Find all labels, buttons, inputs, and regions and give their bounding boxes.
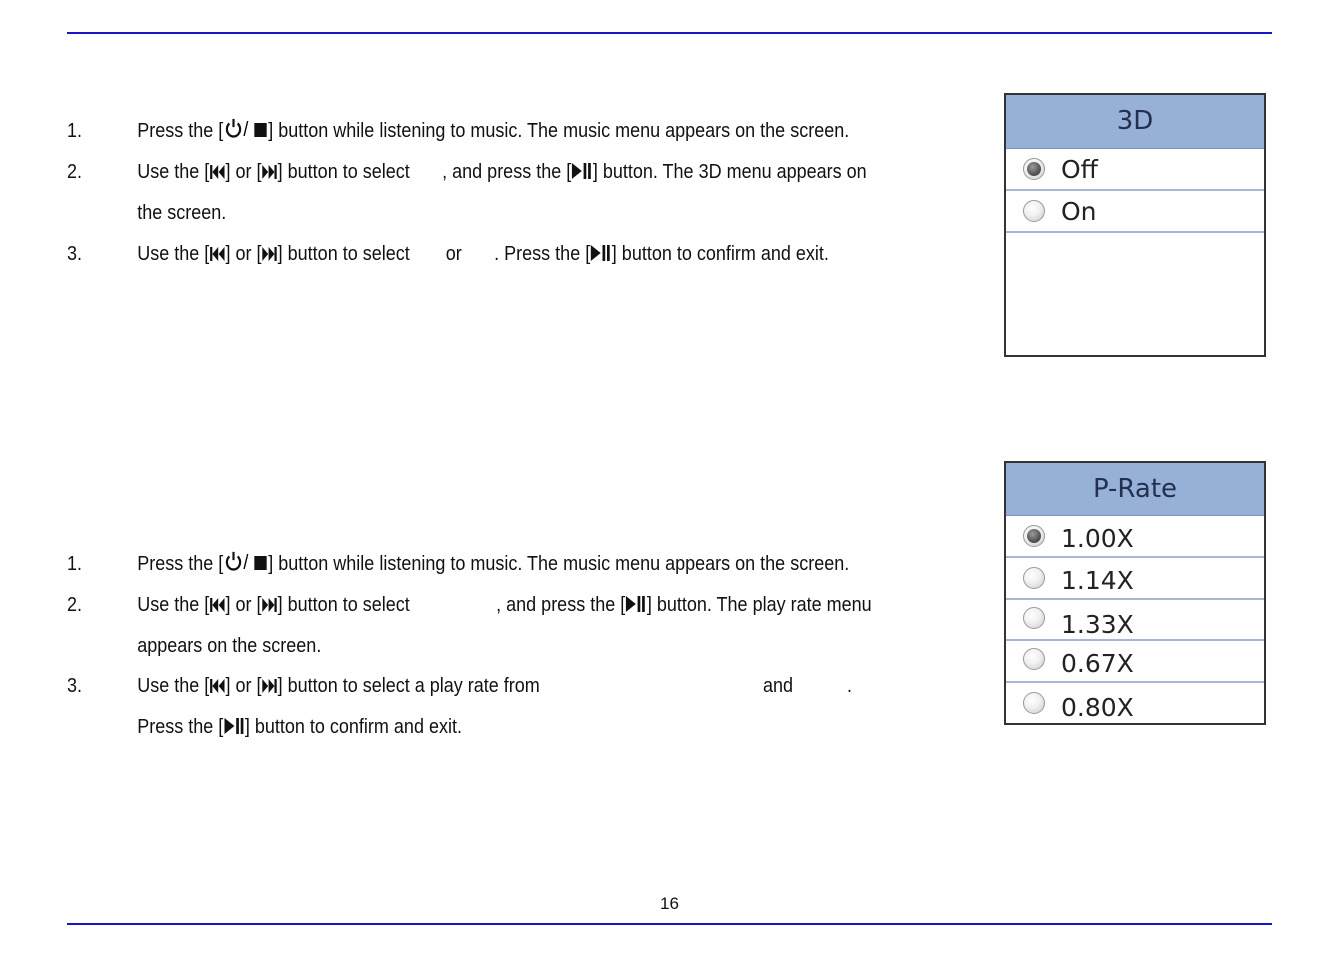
menu-option-off[interactable]: [1006, 149, 1264, 191]
play-pause-icon: [571, 162, 593, 180]
menu-option-1-00x[interactable]: [1006, 516, 1264, 558]
stop-icon: [254, 123, 268, 139]
radio-icon: [1023, 607, 1045, 629]
next-icon: [261, 246, 277, 262]
play-pause-icon: [590, 244, 612, 262]
step-text: Press the [ / ] button while listening to music. The music menu appears on the screen.: [137, 111, 964, 152]
option-label: 0.67X: [1061, 649, 1134, 678]
step-number: 3.: [67, 675, 83, 697]
step-number: 1.: [67, 553, 83, 575]
svg-text:/: /: [243, 119, 249, 139]
menu-prate: [1004, 461, 1266, 725]
svg-text:/: /: [243, 552, 249, 572]
radio-icon: [1023, 692, 1045, 714]
option-label: 0.80X: [1061, 693, 1134, 722]
step-number: 3.: [67, 243, 83, 265]
play-pause-icon: [223, 717, 245, 735]
previous-icon: [209, 597, 225, 613]
step-number: 1.: [67, 120, 83, 142]
menu-title: P-Rate: [1006, 463, 1264, 516]
step-number: 2.: [67, 594, 83, 616]
radio-selected-icon: [1023, 158, 1045, 180]
step-number: 2.: [67, 161, 83, 183]
option-label: Off: [1061, 155, 1098, 184]
menu-option-on[interactable]: [1006, 191, 1264, 233]
next-icon: [261, 164, 277, 180]
menu-option-0-80x[interactable]: [1006, 683, 1264, 723]
step-text: Press the [ / ] button while listening to music. The music menu appears on the screen.: [137, 544, 964, 585]
step-text: Use the [ ] or [ ] button to select or . Press the [ ] button to confirm and exit.: [137, 243, 829, 265]
option-label: 1.33X: [1061, 610, 1134, 639]
option-label: On: [1061, 197, 1097, 226]
step-text: Use the [ ] or [ ] button to select , and press the [ ] button. The play rate menu appears on the screen.: [137, 594, 872, 657]
menu-option-0-67x[interactable]: [1006, 641, 1264, 683]
menu-option-1-14x[interactable]: [1006, 558, 1264, 600]
top-rule: [67, 32, 1272, 34]
menu-option-1-33x[interactable]: [1006, 600, 1264, 641]
stop-icon: [254, 556, 268, 572]
previous-icon: [209, 678, 225, 694]
previous-icon: [209, 164, 225, 180]
bottom-rule: [67, 923, 1272, 925]
power-stop-icon: [223, 550, 254, 572]
option-label: 1.14X: [1061, 566, 1134, 595]
next-icon: [261, 678, 277, 694]
radio-icon: [1023, 567, 1045, 589]
option-label: 1.00X: [1061, 524, 1134, 553]
step-text: Use the [ ] or [ ] button to select , and press the [ ] button. The 3D menu appears on the screen.: [137, 161, 867, 224]
play-pause-icon: [625, 595, 647, 613]
page-number: 16: [660, 894, 679, 913]
menu-3d: [1004, 93, 1266, 357]
previous-icon: [209, 246, 225, 262]
step-text: Use the [ ] or [ ] button to select a play rate from and . Press the [ ] button to confirm and exit.: [137, 675, 853, 738]
next-icon: [261, 597, 277, 613]
menu-title: 3D: [1006, 95, 1264, 149]
radio-selected-icon: [1023, 525, 1045, 547]
radio-icon: [1023, 200, 1045, 222]
radio-icon: [1023, 648, 1045, 670]
power-stop-icon: [223, 117, 254, 139]
